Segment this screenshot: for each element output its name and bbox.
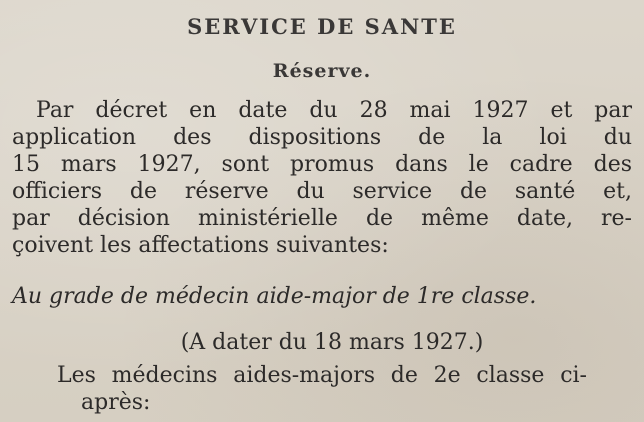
paragraph-line: çoivent les affectations suivantes: [12,233,389,258]
promotion-list-intro [57,362,587,416]
paragraph-line: officiers de réserve du service de santé et, [12,179,632,204]
section-title: SERVICE DE SANTE [187,14,457,39]
effective-date: (A dater du 18 mars 1927.) [180,330,484,355]
intro-line: après: [81,390,151,415]
grade-heading: Au grade de médecin aide-major de 1re classe. [12,284,537,309]
paragraph-line: application des dispositions de la loi du [12,125,632,150]
subsection-title: Réserve. [272,60,372,82]
decree-paragraph [12,97,632,259]
intro-line: Les médecins aides-majors de 2e classe ci- [57,363,587,388]
paragraph-line: Par décret en date du 28 mai 1927 et par [36,98,632,123]
paragraph-line: 15 mars 1927, sont promus dans le cadre des [12,152,632,177]
paragraph-line: par décision ministérielle de même date, re- [12,206,632,231]
